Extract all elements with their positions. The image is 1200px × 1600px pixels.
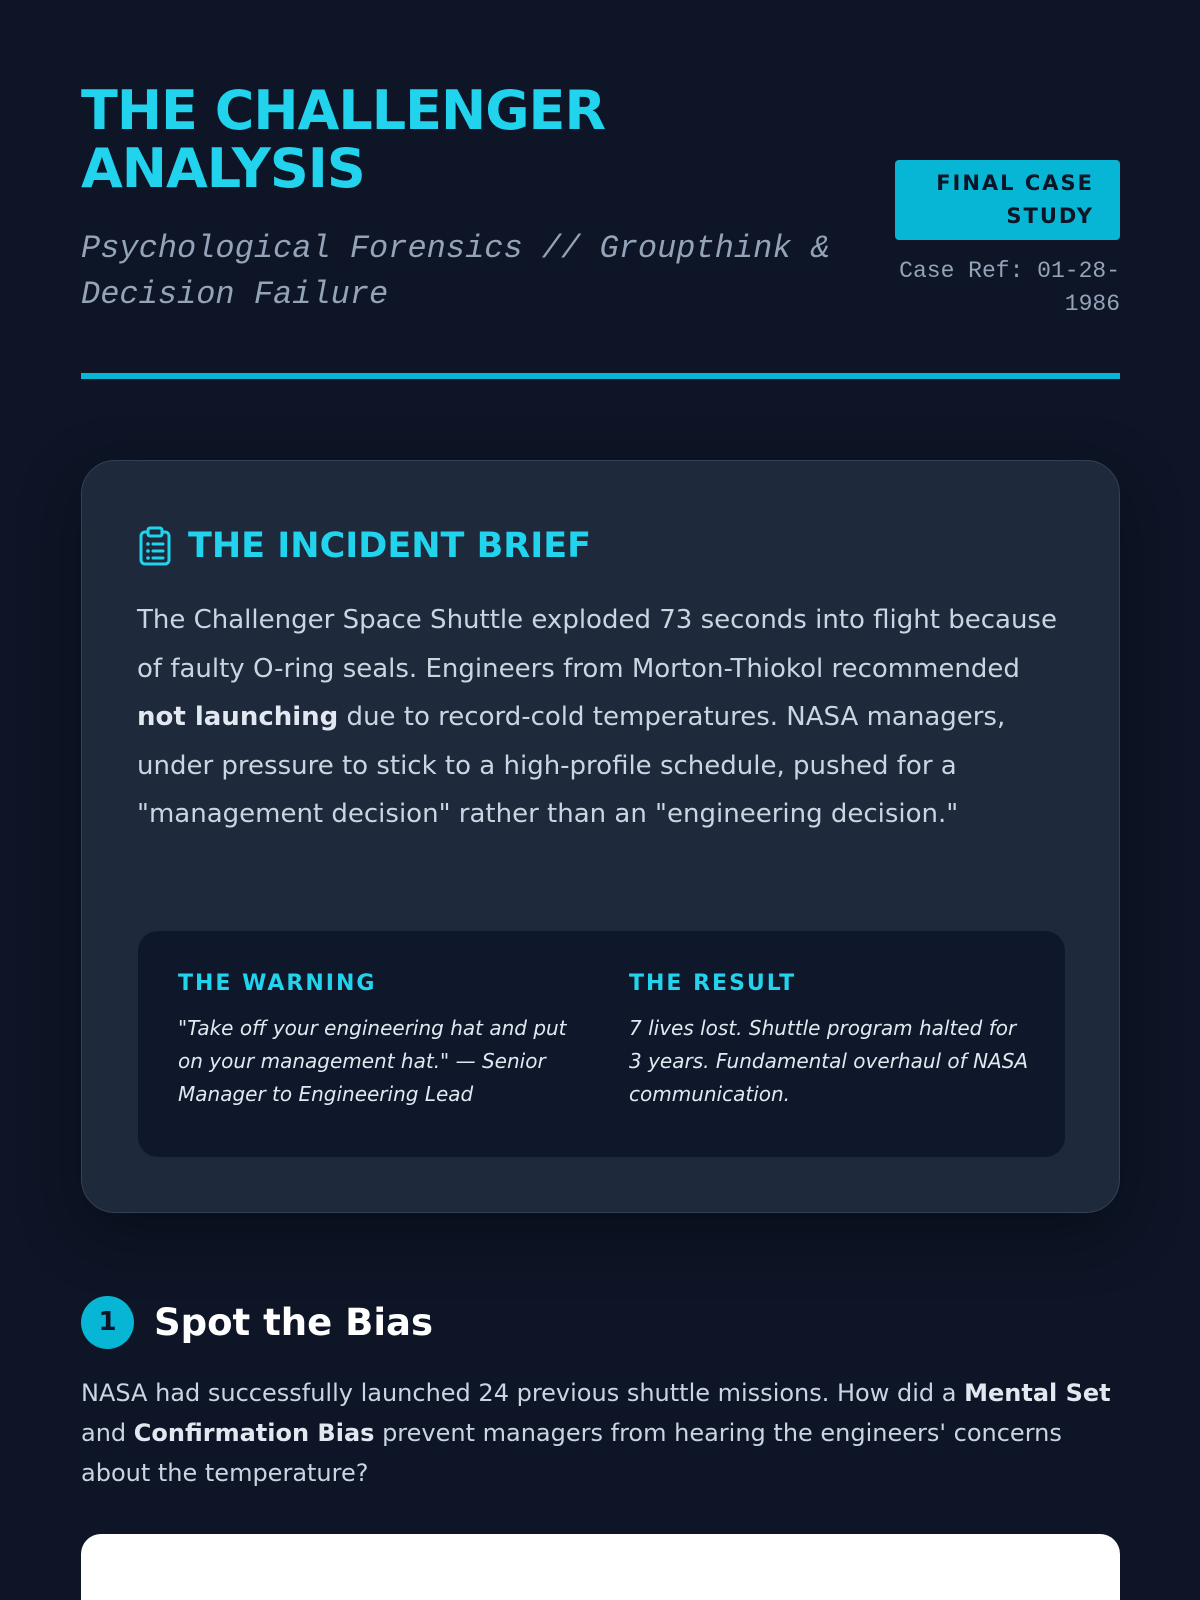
question-part-1: NASA had successfully launched 24 previous shuttle missions. How did a [81,1379,965,1407]
case-ref-line-1: Case Ref: 01-28- [899,258,1120,284]
incident-body-part-1: The Challenger Space Shuttle exploded 73 seconds into flight because of faulty O-ring seals. Engineers from Morton-Thiokol recommended [137,605,1057,684]
page-subtitle: Psychological Forensics // Groupthink & Decision Failure [81,230,830,313]
question-bold-2: Confirmation Bias [133,1419,375,1447]
header [81,0,1120,380]
final-case-study-badge [895,160,1120,240]
section-1-header [81,1295,433,1349]
section-title: Spot the Bias [154,1300,433,1344]
badge-line-1: FINAL CASE [936,171,1094,195]
badge-line-2: STUDY [1006,204,1094,228]
incident-brief-title: THE INCIDENT BRIEF [188,526,592,566]
incident-body-part-2: due to record-cold temperatures. NASA managers, under pressure to stick to a high-profile schedule, pushed for a "management decision" rather than an "engineering decision." [137,702,1006,829]
clipboard-icon [138,526,172,566]
header-divider [81,373,1120,379]
warning-text: "Take off your engineering hat and put on your management hat." — Senior Manager to Engineering Lead [178,1016,567,1106]
case-ref-line-2: 1986 [1064,291,1120,317]
incident-brief-header [138,521,591,571]
section-number-badge: 1 [81,1296,134,1349]
incident-body-bold: not launching [137,702,339,732]
warning-column [178,971,578,1111]
warning-label: THE WARNING [178,971,377,996]
result-text: 7 lives lost. Shuttle program halted for 3 years. Fundamental overhaul of NASA communication. [629,1016,1029,1106]
result-label: THE RESULT [629,971,797,996]
incident-brief-card [81,460,1120,1213]
case-ref [880,255,1120,321]
warning-result-box [138,931,1065,1157]
question-bold-1: Mental Set [964,1379,1111,1407]
title-line-2: ANALYSIS [81,137,365,200]
incident-brief-body [137,596,1057,839]
page-title [81,79,721,200]
question-part-2: and [81,1419,134,1447]
title-line-1: THE CHALLENGER [81,79,606,142]
section-1-question [81,1373,1120,1493]
result-column [629,971,1029,1111]
answer-input-area[interactable] [81,1534,1120,1600]
page [81,0,1120,1487]
question-part-3: prevent managers from hearing the engineers' concerns about the temperature? [81,1419,1062,1487]
